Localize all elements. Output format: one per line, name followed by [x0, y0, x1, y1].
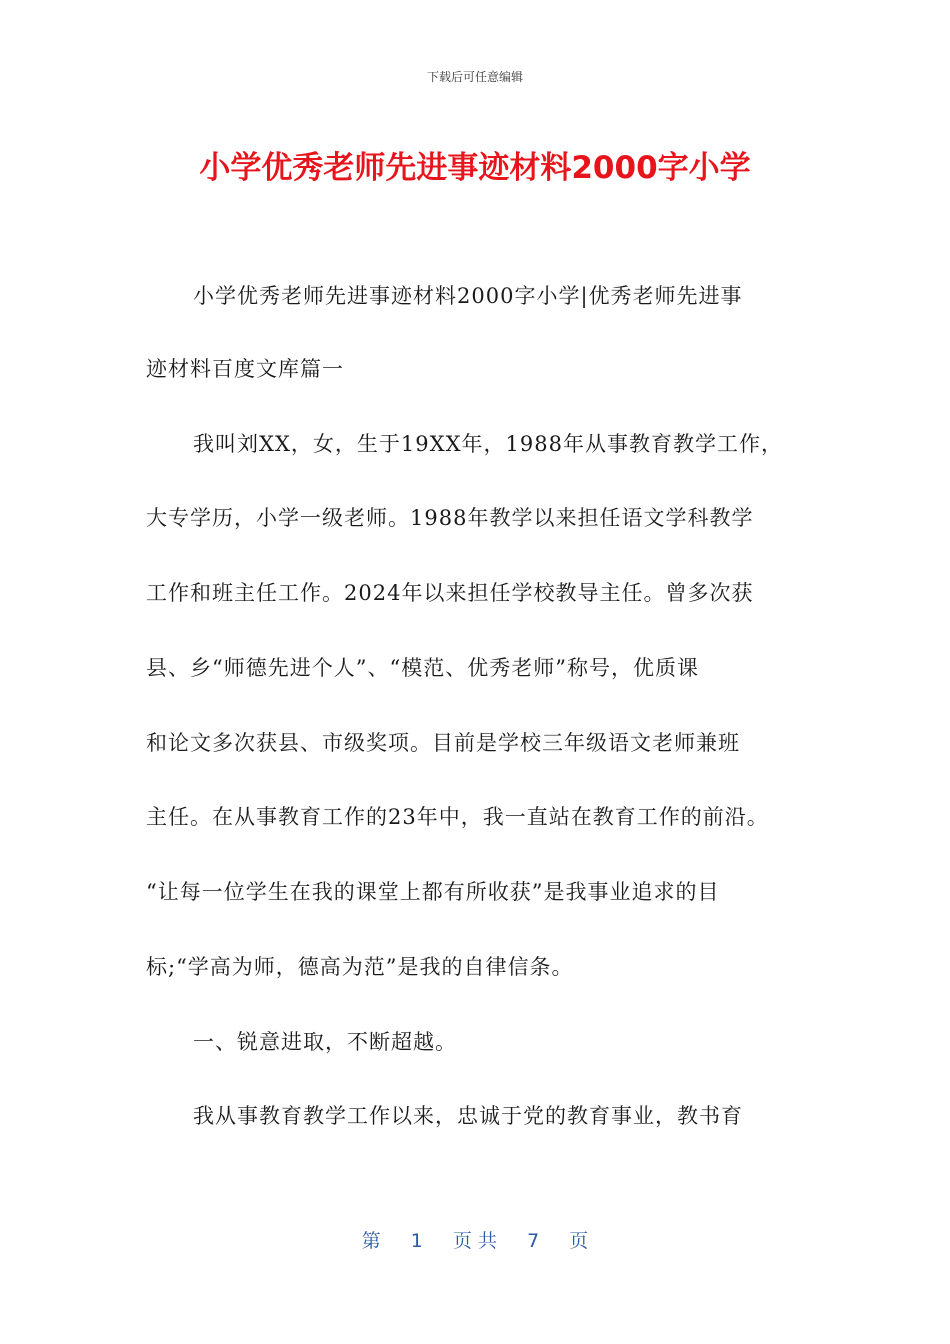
- header-note: 下载后可任意编辑: [426, 70, 523, 84]
- body-line: 大专学历，小学一级老师。1988年教学以来担任语文学科教学: [146, 506, 754, 530]
- body-line: “让每一位学生在我的课堂上都有所收获”是我事业追求的目: [146, 880, 720, 904]
- footer-page-suffix: 页: [569, 1230, 589, 1252]
- document-title: 小学优秀老师先进事迹材料2000字小学: [199, 150, 751, 186]
- body-line: 小学优秀老师先进事迹材料2000字小学|优秀老师先进事: [193, 284, 743, 308]
- body-line: 我叫刘XX，女，生于19XX年，1988年从事教育教学工作，: [193, 432, 783, 456]
- body-line: 我从事教育教学工作以来，忠诚于党的教育事业，教书育: [193, 1104, 743, 1128]
- body-line: 迹材料百度文库篇一: [146, 357, 344, 381]
- section-heading: 一、锐意进取，不断超越。: [193, 1030, 457, 1054]
- footer-page-prefix: 第: [361, 1230, 381, 1252]
- body-line: 县、乡“师德先进个人”、“模范、优秀老师”称号，优质课: [146, 656, 699, 680]
- body-line: 主任。在从事教育工作的23年中，我一直站在教育工作的前沿。: [146, 805, 769, 829]
- footer-page-total: 7: [527, 1230, 540, 1252]
- body-line: 和论文多次获县、市级奖项。目前是学校三年级语文老师兼班: [146, 731, 740, 755]
- footer-page-mid: 页 共: [452, 1230, 498, 1252]
- body-line: 标;“学高为师，德高为范”是我的自律信条。: [146, 955, 574, 979]
- page-footer: [0, 1226, 950, 1253]
- footer-page-current: 1: [410, 1230, 423, 1252]
- body-line: 工作和班主任工作。2024年以来担任学校教导主任。曾多次获: [146, 581, 754, 605]
